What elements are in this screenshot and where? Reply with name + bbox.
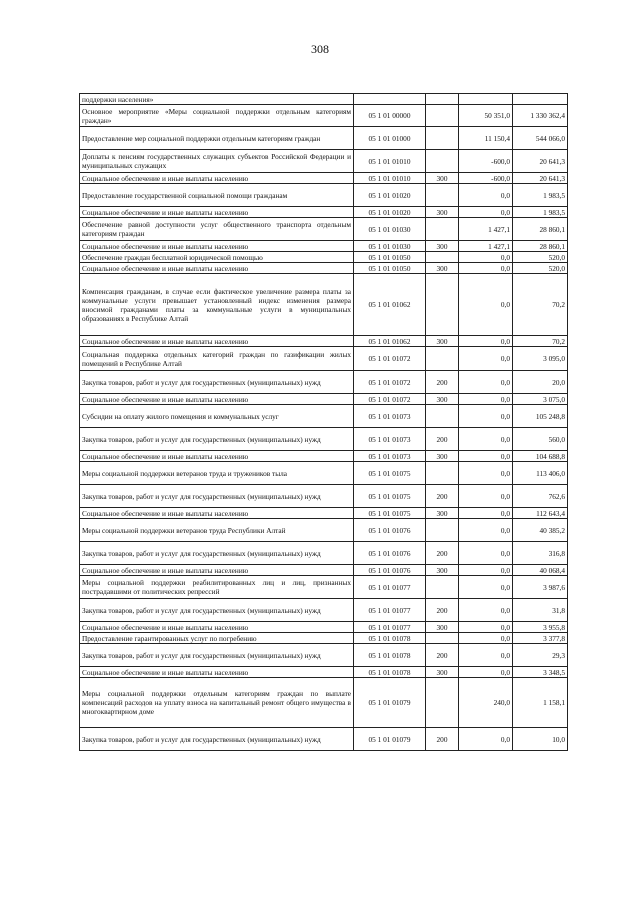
row-expense-type-cell: [426, 184, 459, 207]
row-expense-type-cell: 200: [426, 371, 459, 394]
row-amount-total-cell: 3 987,6: [513, 576, 568, 599]
row-amount-change-cell: 0,0: [459, 728, 513, 751]
row-amount-change-cell: -600,0: [459, 173, 513, 184]
row-amount-total-cell: 1 330 362,4: [513, 105, 568, 127]
row-code-cell: 05 1 01 01077: [354, 622, 426, 633]
table-row: [80, 252, 568, 263]
row-name-cell: Закупка товаров, работ и услуг для государственных (муниципальных) нужд: [80, 599, 354, 622]
row-amount-change-cell: 0,0: [459, 599, 513, 622]
row-code-cell: [354, 94, 426, 105]
row-expense-type-cell: [426, 462, 459, 485]
row-amount-change-cell: 0,0: [459, 405, 513, 428]
row-amount-change-cell: 0,0: [459, 644, 513, 667]
row-code-cell: 05 1 01 01072: [354, 394, 426, 405]
row-code-cell: 05 1 01 01030: [354, 241, 426, 252]
row-name-cell: Социальное обеспечение и иные выплаты населению: [80, 394, 354, 405]
row-amount-total-cell: 112 643,4: [513, 508, 568, 519]
table-row: [80, 451, 568, 462]
row-amount-total-cell: 20 641,3: [513, 150, 568, 173]
row-expense-type-cell: 300: [426, 394, 459, 405]
row-amount-total-cell: [513, 94, 568, 105]
row-name-cell: Меры социальной поддержки ветеранов труда и тружеников тыла: [80, 462, 354, 485]
row-amount-change-cell: 0,0: [459, 371, 513, 394]
row-expense-type-cell: 300: [426, 508, 459, 519]
row-amount-total-cell: 520,0: [513, 263, 568, 274]
row-expense-type-cell: 200: [426, 644, 459, 667]
row-amount-total-cell: 20,0: [513, 371, 568, 394]
row-code-cell: 05 1 01 01000: [354, 127, 426, 150]
row-name-cell: Меры социальной поддержки ветеранов труда Республики Алтай: [80, 519, 354, 542]
table-row: [80, 207, 568, 218]
row-name-cell: Социальное обеспечение и иные выплаты населению: [80, 263, 354, 274]
row-amount-change-cell: 1 427,1: [459, 218, 513, 241]
table-row: [80, 428, 568, 451]
row-name-cell: Социальное обеспечение и иные выплаты населению: [80, 207, 354, 218]
row-name-cell: Социальное обеспечение и иные выплаты населению: [80, 241, 354, 252]
table-row: [80, 565, 568, 576]
row-amount-total-cell: 3 377,8: [513, 633, 568, 644]
row-code-cell: 05 1 01 01030: [354, 218, 426, 241]
row-code-cell: 05 1 01 01072: [354, 371, 426, 394]
row-amount-change-cell: 0,0: [459, 542, 513, 565]
row-name-cell: Социальное обеспечение и иные выплаты населению: [80, 336, 354, 347]
row-amount-change-cell: 0,0: [459, 207, 513, 218]
table-row: [80, 371, 568, 394]
row-name-cell: Компенсация гражданам, в случае если фактическое увеличение размера платы за коммунальные услуги превышает установленный индекс изменения размера вносимой гражданами платы за коммунальные услуги в муниципальных образованиях в Республике Алтай: [80, 274, 354, 336]
row-code-cell: 05 1 01 01050: [354, 263, 426, 274]
table-row: [80, 274, 568, 336]
row-amount-total-cell: 31,8: [513, 599, 568, 622]
row-amount-change-cell: 0,0: [459, 347, 513, 371]
row-code-cell: 05 1 01 01062: [354, 336, 426, 347]
row-name-cell: Социальное обеспечение и иные выплаты населению: [80, 622, 354, 633]
row-amount-total-cell: 560,0: [513, 428, 568, 451]
row-amount-change-cell: 0,0: [459, 263, 513, 274]
table-row: [80, 599, 568, 622]
table-row: [80, 508, 568, 519]
row-amount-change-cell: 1 427,1: [459, 241, 513, 252]
row-expense-type-cell: 200: [426, 728, 459, 751]
row-amount-change-cell: 0,0: [459, 565, 513, 576]
row-amount-total-cell: 3 095,0: [513, 347, 568, 371]
row-name-cell: Закупка товаров, работ и услуг для государственных (муниципальных) нужд: [80, 542, 354, 565]
row-amount-total-cell: 520,0: [513, 252, 568, 263]
row-code-cell: 05 1 01 01079: [354, 678, 426, 728]
row-code-cell: 05 1 01 01072: [354, 347, 426, 371]
row-code-cell: 05 1 01 01050: [354, 252, 426, 263]
row-amount-change-cell: 50 351,0: [459, 105, 513, 127]
row-amount-total-cell: 28 860,1: [513, 218, 568, 241]
row-amount-total-cell: 104 688,8: [513, 451, 568, 462]
row-amount-total-cell: 3 075,0: [513, 394, 568, 405]
table-row: [80, 173, 568, 184]
table-row: [80, 94, 568, 105]
row-name-cell: Закупка товаров, работ и услуг для государственных (муниципальных) нужд: [80, 485, 354, 508]
page-number: 308: [311, 42, 329, 56]
row-expense-type-cell: [426, 633, 459, 644]
table-row: [80, 405, 568, 428]
budget-table-body: [80, 94, 568, 751]
row-name-cell: Обеспечение граждан бесплатной юридической помощью: [80, 252, 354, 263]
row-name-cell: Социальное обеспечение и иные выплаты населению: [80, 173, 354, 184]
row-code-cell: 05 1 01 01073: [354, 405, 426, 428]
row-amount-total-cell: 105 248,8: [513, 405, 568, 428]
row-name-cell: Социальное обеспечение и иные выплаты населению: [80, 508, 354, 519]
row-amount-change-cell: 0,0: [459, 274, 513, 336]
row-amount-change-cell: 11 150,4: [459, 127, 513, 150]
row-code-cell: 05 1 01 01073: [354, 451, 426, 462]
row-expense-type-cell: [426, 274, 459, 336]
row-code-cell: 05 1 01 01020: [354, 207, 426, 218]
row-expense-type-cell: [426, 218, 459, 241]
row-amount-change-cell: 0,0: [459, 622, 513, 633]
row-expense-type-cell: 200: [426, 428, 459, 451]
row-code-cell: 05 1 01 01020: [354, 184, 426, 207]
row-amount-total-cell: 1 983,5: [513, 207, 568, 218]
table-row: [80, 678, 568, 728]
row-name-cell: Меры социальной поддержки реабилитированных лиц и лиц, признанных пострадавшими от политических репрессий: [80, 576, 354, 599]
row-amount-total-cell: 1 158,1: [513, 678, 568, 728]
row-name-cell: Субсидии на оплату жилого помещения и коммунальных услуг: [80, 405, 354, 428]
row-amount-change-cell: 0,0: [459, 508, 513, 519]
row-name-cell: Социальное обеспечение и иные выплаты населению: [80, 451, 354, 462]
row-expense-type-cell: 300: [426, 241, 459, 252]
row-code-cell: 05 1 01 01078: [354, 644, 426, 667]
table-row: [80, 150, 568, 173]
row-code-cell: 05 1 01 00000: [354, 105, 426, 127]
row-amount-total-cell: 20 641,3: [513, 173, 568, 184]
row-expense-type-cell: 300: [426, 263, 459, 274]
row-expense-type-cell: [426, 150, 459, 173]
table-row: [80, 184, 568, 207]
table-row: [80, 576, 568, 599]
row-amount-total-cell: 70,2: [513, 274, 568, 336]
row-name-cell: Социальное обеспечение и иные выплаты населению: [80, 565, 354, 576]
row-expense-type-cell: 300: [426, 451, 459, 462]
row-amount-total-cell: 40 068,4: [513, 565, 568, 576]
row-name-cell: Обеспечение равной доступности услуг общественного транспорта отдельным категориям граждан: [80, 218, 354, 241]
row-amount-total-cell: 316,8: [513, 542, 568, 565]
row-expense-type-cell: 300: [426, 173, 459, 184]
budget-table: [79, 93, 568, 751]
row-code-cell: 05 1 01 01079: [354, 728, 426, 751]
table-row: [80, 263, 568, 274]
row-expense-type-cell: [426, 576, 459, 599]
row-amount-change-cell: 0,0: [459, 667, 513, 678]
row-name-cell: Предоставление государственной социальной помощи гражданам: [80, 184, 354, 207]
table-row: [80, 622, 568, 633]
row-name-cell: Предоставление гарантированных услуг по погребению: [80, 633, 354, 644]
row-amount-change-cell: 240,0: [459, 678, 513, 728]
row-amount-total-cell: 40 385,2: [513, 519, 568, 542]
row-code-cell: 05 1 01 01062: [354, 274, 426, 336]
row-name-cell: Закупка товаров, работ и услуг для государственных (муниципальных) нужд: [80, 371, 354, 394]
row-amount-total-cell: 29,3: [513, 644, 568, 667]
row-name-cell: Меры социальной поддержки отдельным категориям граждан по выплате компенсаций расходов на уплату взноса на капитальный ремонт общего имущества в многоквартирном доме: [80, 678, 354, 728]
row-code-cell: 05 1 01 01076: [354, 542, 426, 565]
table-row: [80, 105, 568, 127]
row-expense-type-cell: [426, 105, 459, 127]
row-amount-total-cell: 762,6: [513, 485, 568, 508]
row-name-cell: Закупка товаров, работ и услуг для государственных (муниципальных) нужд: [80, 428, 354, 451]
row-expense-type-cell: 300: [426, 336, 459, 347]
row-expense-type-cell: 200: [426, 485, 459, 508]
row-expense-type-cell: 300: [426, 667, 459, 678]
row-amount-total-cell: 113 406,0: [513, 462, 568, 485]
row-name-cell: Доплаты к пенсиям государственных служащих субъектов Российской Федерации и муниципальных служащих: [80, 150, 354, 173]
row-expense-type-cell: [426, 519, 459, 542]
row-code-cell: 05 1 01 01076: [354, 565, 426, 576]
row-amount-change-cell: 0,0: [459, 462, 513, 485]
row-amount-change-cell: 0,0: [459, 252, 513, 263]
row-amount-total-cell: 3 955,8: [513, 622, 568, 633]
row-name-cell: Основное мероприятие «Меры социальной поддержки отдельным категориям граждан»: [80, 105, 354, 127]
table-row: [80, 542, 568, 565]
row-expense-type-cell: [426, 252, 459, 263]
row-code-cell: 05 1 01 01010: [354, 150, 426, 173]
row-code-cell: 05 1 01 01075: [354, 508, 426, 519]
row-amount-total-cell: 70,2: [513, 336, 568, 347]
row-amount-change-cell: [459, 94, 513, 105]
row-amount-change-cell: 0,0: [459, 394, 513, 405]
row-expense-type-cell: [426, 127, 459, 150]
table-row: [80, 485, 568, 508]
row-code-cell: 05 1 01 01077: [354, 599, 426, 622]
row-name-cell: Предоставление мер социальной поддержки отдельным категориям граждан: [80, 127, 354, 150]
row-code-cell: 05 1 01 01075: [354, 485, 426, 508]
row-amount-change-cell: 0,0: [459, 184, 513, 207]
row-expense-type-cell: 200: [426, 599, 459, 622]
row-amount-change-cell: 0,0: [459, 576, 513, 599]
row-name-cell: поддержки населения»: [80, 94, 354, 105]
table-row: [80, 241, 568, 252]
row-amount-total-cell: 544 066,0: [513, 127, 568, 150]
row-expense-type-cell: [426, 405, 459, 428]
row-expense-type-cell: [426, 678, 459, 728]
row-name-cell: Социальное обеспечение и иные выплаты населению: [80, 667, 354, 678]
row-amount-change-cell: 0,0: [459, 485, 513, 508]
row-code-cell: 05 1 01 01078: [354, 667, 426, 678]
row-code-cell: 05 1 01 01010: [354, 173, 426, 184]
table-row: [80, 728, 568, 751]
row-amount-change-cell: 0,0: [459, 336, 513, 347]
row-code-cell: 05 1 01 01075: [354, 462, 426, 485]
table-row: [80, 667, 568, 678]
row-expense-type-cell: 300: [426, 565, 459, 576]
table-row: [80, 394, 568, 405]
row-expense-type-cell: 300: [426, 622, 459, 633]
row-amount-total-cell: 3 348,5: [513, 667, 568, 678]
row-code-cell: 05 1 01 01078: [354, 633, 426, 644]
row-name-cell: Закупка товаров, работ и услуг для государственных (муниципальных) нужд: [80, 644, 354, 667]
table-row: [80, 644, 568, 667]
table-row: [80, 336, 568, 347]
table-row: [80, 127, 568, 150]
row-amount-change-cell: 0,0: [459, 451, 513, 462]
table-row: [80, 462, 568, 485]
row-expense-type-cell: 300: [426, 207, 459, 218]
row-code-cell: 05 1 01 01076: [354, 519, 426, 542]
row-amount-change-cell: 0,0: [459, 519, 513, 542]
table-row: [80, 633, 568, 644]
table-row: [80, 347, 568, 371]
row-code-cell: 05 1 01 01073: [354, 428, 426, 451]
row-amount-change-cell: 0,0: [459, 633, 513, 644]
row-code-cell: 05 1 01 01077: [354, 576, 426, 599]
row-amount-total-cell: 10,0: [513, 728, 568, 751]
table-row: [80, 519, 568, 542]
row-amount-change-cell: 0,0: [459, 428, 513, 451]
row-expense-type-cell: [426, 347, 459, 371]
row-name-cell: Социальная поддержка отдельных категорий граждан по газификации жилых помещений в Республике Алтай: [80, 347, 354, 371]
row-amount-total-cell: 1 983,5: [513, 184, 568, 207]
row-amount-total-cell: 28 860,1: [513, 241, 568, 252]
row-expense-type-cell: [426, 94, 459, 105]
row-amount-change-cell: -600,0: [459, 150, 513, 173]
table-row: [80, 218, 568, 241]
row-expense-type-cell: 200: [426, 542, 459, 565]
row-name-cell: Закупка товаров, работ и услуг для государственных (муниципальных) нужд: [80, 728, 354, 751]
